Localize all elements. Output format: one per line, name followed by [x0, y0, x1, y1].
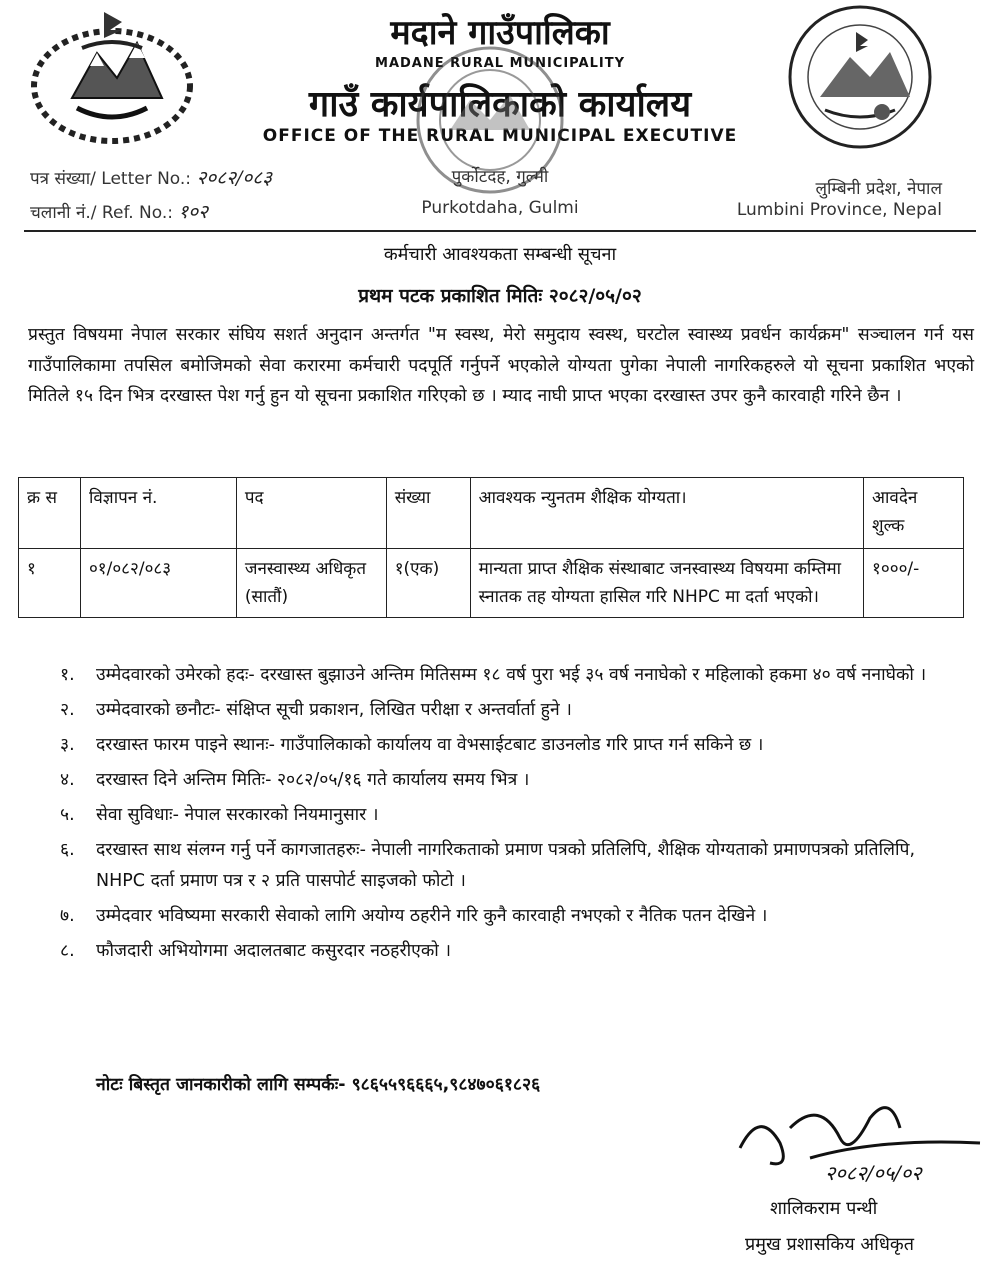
cell-ad-number: ०१/०८२/०८३ [80, 549, 236, 618]
letter-number: पत्र संख्या/ Letter No.: २०८२/०८३ [30, 167, 273, 189]
office-name-en: OFFICE OF THE RURAL MUNICIPAL EXECUTIVE [262, 126, 738, 146]
header-divider [24, 230, 976, 232]
reference-number: चलानी नं./ Ref. No.: १०२ [30, 201, 208, 223]
office-name-np: गाउँ कार्यपालिकाको कार्यालय [308, 84, 692, 125]
address-np: पुर्कोटदह, गुल्मी [451, 167, 549, 187]
list-item: ३. दरखास्त फारम पाइने स्थानः- गाउँपालिकाको कार्यालय वा वेभसाईटबाट डाउनलोड गरि प्राप्त गर्न सकिने छ । [60, 735, 764, 755]
province-np: लुम्बिनी प्रदेश, नेपाल [815, 179, 942, 199]
signature-icon [720, 1088, 1000, 1188]
cell-count: १(एक) [386, 549, 470, 618]
intro-paragraph: प्रस्तुत विषयमा नेपाल सरकार संघिय सशर्त अनुदान अन्तर्गत "म स्वस्थ, मेरो समुदाय स्वस्थ, घरटोल स्वास्थ्य प्रवर्धन कार्यक्रम" सञ्चालन गर्न यस गाउँपालिकामा तपसिल बमोजिमको सेवा करारमा कर्मचारी पदपूर्ति गर्नुपर्ने भएकोले योग्यता पुगेका नेपाली नागरिकहरुले यो सूचना प्रकाशित भएको मितिले १५ दिन भित्र दरखास्त पेश गर्नु हुन यो सूचना प्रकाशित गरिएको छ । म्याद नाघी प्राप्त भएका दरखास्त उपर कुनै कारवाही गरिने छैन । [28, 325, 974, 406]
conditions-list [60, 660, 960, 971]
published-date: प्रथम पटक प्रकाशित मितिः २०८२/०५/०२ [358, 285, 642, 307]
col-header-serial: क्र स [19, 478, 81, 549]
address-en: Purkotdaha, Gulmi [421, 198, 579, 218]
col-header-ad-number: विज्ञापन नं. [80, 478, 236, 549]
vacancy-table [18, 477, 964, 618]
table-header-row [19, 478, 964, 549]
list-item: २. उम्मेदवारको छनौटः- संक्षिप्त सूची प्रकाशन, लिखित परीक्षा र अन्तर्वार्ता हुने । [60, 700, 572, 720]
list-item: ५. सेवा सुविधाः- नेपाल सरकारको नियमानुसार । [60, 805, 379, 825]
notice-title: कर्मचारी आवश्यकता सम्बन्धी सूचना [383, 244, 617, 265]
province-en: Lumbini Province, Nepal [736, 200, 942, 220]
municipality-name-np: मदाने गाउँपालिका [390, 13, 610, 53]
contact-note: नोटः बिस्तृत जानकारीको लागि सम्पर्कः- ९८६५५९६६६५,९८४७०६१८२६ [96, 1075, 541, 1095]
col-header-qualification: आवश्यक न्युनतम शैक्षिक योग्यता। [470, 478, 863, 549]
list-item: ४. दरखास्त दिने अन्तिम मितिः- २०८२/०५/१६ गते कार्यालय समय भित्र । [60, 770, 530, 790]
letter-number-value: २०८२/०८३ [196, 167, 273, 189]
cell-qualification: मान्यता प्राप्त शैक्षिक संस्थाबाट जनस्वास्थ्य विषयमा कम्तिमा स्नातक तह योग्यता हासिल गरि NHPC मा दर्ता भएको। [470, 549, 863, 618]
col-header-position: पद [236, 478, 386, 549]
list-item: ८. फौजदारी अभियोगमा अदालतबाट कसुरदार नठहरीएको । [60, 941, 452, 961]
cell-position: जनस्वास्थ्य अधिकृत (सातौं) [236, 549, 386, 618]
cell-serial: १ [19, 549, 81, 618]
municipality-name-en: MADANE RURAL MUNICIPALITY [375, 56, 625, 71]
signature-date: २०८२/०५/०२ [825, 1161, 922, 1185]
cell-fee: १०००/- [864, 549, 964, 618]
col-header-fee: आवदेन शुल्क [864, 478, 964, 549]
reference-number-value: १०२ [178, 201, 208, 223]
list-item: ६. दरखास्त साथ संलग्न गर्नु पर्ने कागजातहरुः- नेपाली नागरिकताको प्रमाण पत्रको प्रतिलिपि, शैक्षिक योग्यताको प्रमाणपत्रको प्रतिलिपि, NHPC दर्ता प्रमाण पत्र र २ प्रति पासपोर्ट साइजको फोटो । [60, 840, 916, 891]
list-item: १. उम्मेदवारको उमेरको हदः- दरखास्त बुझाउने अन्तिम मितिसम्म १८ वर्ष पुरा भई ३५ वर्ष ननाघेको र महिलाको हकमा ४० वर्ष ननाघेको । [60, 665, 927, 685]
signatory-role: प्रमुख प्रशासकिय अधिकृत [745, 1234, 914, 1255]
list-item: ७. उम्मेदवार भविष्यमा सरकारी सेवाको लागि अयोग्य ठहरीने गरि कुनै कारवाही नभएको र नैतिक पतन देखिने । [60, 906, 768, 926]
table-row [19, 549, 964, 618]
col-header-count: संख्या [386, 478, 470, 549]
signatory-name: शालिकराम पन्थी [770, 1198, 878, 1219]
